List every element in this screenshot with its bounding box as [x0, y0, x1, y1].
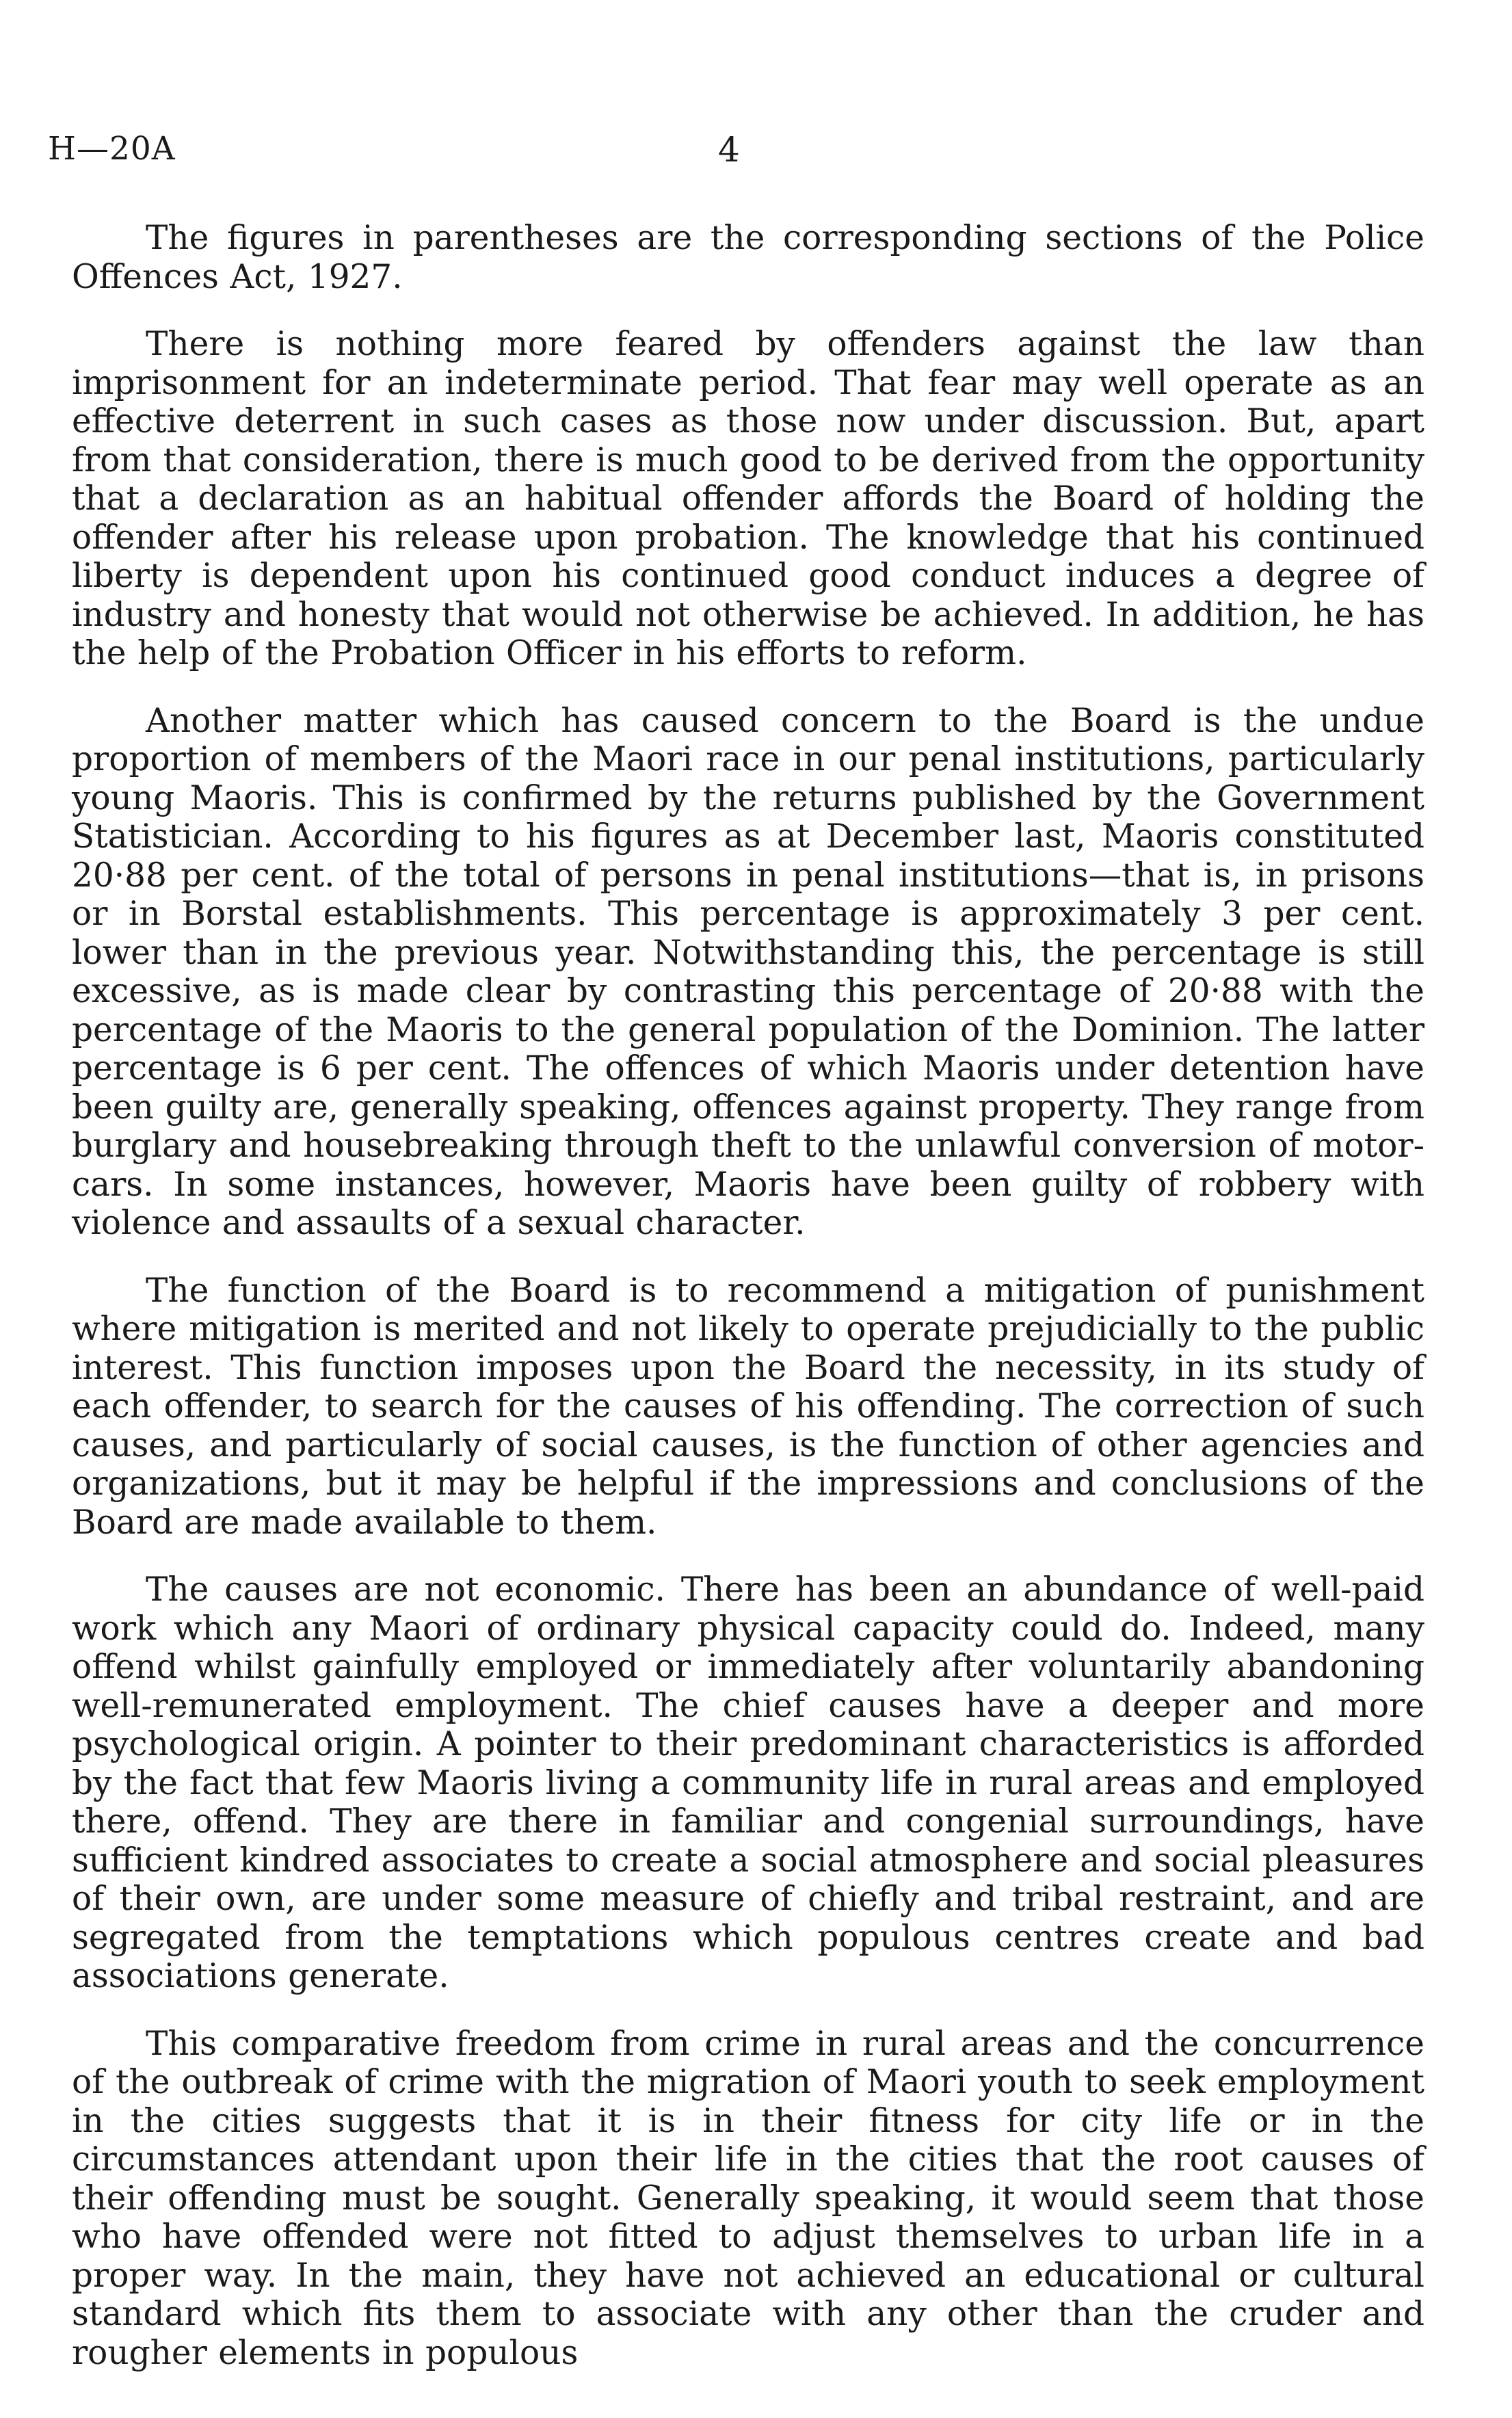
paragraph-rural-freedom-from-crime: This comparative freedom from crime in rural areas and the concurrence of the outbreak of crime with the migration of Maori youth to seek employment in the cities suggests that it is in their fitness for city life or in the circumstances attendant upon their life in the cities that the root causes of their offending must be sought. Generally speaking, it would seem that those who have offended were not fitted to adjust themselves to urban life in a proper way. In the main, they have not achieved an educational or cultural standard which fits them to associate with any other than the cruder and rougher elements in populous [72, 2024, 1424, 2372]
paragraph-board-function: The function of the Board is to recommend a mitigation of punishment where mitigation is merited and not likely to operate prejudicially to the public interest. This function imposes upon the Board the necessity, in its study of each offender, to search for the causes of his offending. The correction of such causes, and particularly of social causes, is the function of other agencies and organizations, but it may be helpful if the impressions and conclusions of the Board are made available to them. [72, 1271, 1424, 1542]
paragraph-causes-not-economic: The causes are not economic. There has been an abundance of well-paid work which any Maori of ordinary physical capacity could do. Indeed, many offend whilst gainfully employed or immediately after voluntarily abandoning well-remunerated employment. The chief causes have a deeper and more psychological origin. A pointer to their predominant characteristics is afforded by the fact that few Maoris living a community life in rural areas and employed there, offend. They are there in familiar and congenial surroundings, have sufficient kindred associates to create a social atmosphere and social pleasures of their own, are under some measure of chiefly and tribal restraint, and are segregated from the temptations which populous centres create and bad associations generate. [72, 1571, 1424, 1995]
page-number: 4 [718, 130, 740, 170]
document-reference: H—20A [48, 130, 176, 168]
paragraph-indeterminate-imprisonment: There is nothing more feared by offenders against the law than imprisonment for an indeterminate period. That fear may well operate as an effective deterrent in such cases as those now under discussion. But, apart from that consideration, there is much good to be derived from the opportunity that a declaration as an habitual offender affords the Board of holding the offender after his release upon probation. The knowledge that his continued liberty is dependent upon his continued good conduct induces a degree of industry and honesty that would not otherwise be achieved. In addition, he has the help of the Probation Officer in his efforts to reform. [72, 325, 1424, 672]
body-text [72, 219, 1424, 2401]
page-header [48, 130, 1457, 178]
paragraph-police-offences-note: The figures in parentheses are the corresponding sections of the Police Offences Act, 1927. [72, 219, 1424, 296]
paragraph-maori-proportion: Another matter which has caused concern to the Board is the undue proportion of members of the Maori race in our penal institutions, particularly young Maoris. This is confirmed by the returns published by the Government Statistician. According to his figures as at December last, Maoris constituted 20·88 per cent. of the total of persons in penal institutions—that is, in prisons or in Borstal establishments. This percentage is approximately 3 per cent. lower than in the previous year. Notwithstanding this, the percentage is still excessive, as is made clear by contrasting this percentage of 20·88 with the percentage of the Maoris to the general population of the Dominion. The latter percentage is 6 per cent. The offences of which Maoris under detention have been guilty are, generally speaking, offences against property. They range from burglary and housebreaking through theft to the unlawful conversion of motor-cars. In some instances, however, Maoris have been guilty of robbery with violence and assaults of a sexual character. [72, 701, 1424, 1242]
